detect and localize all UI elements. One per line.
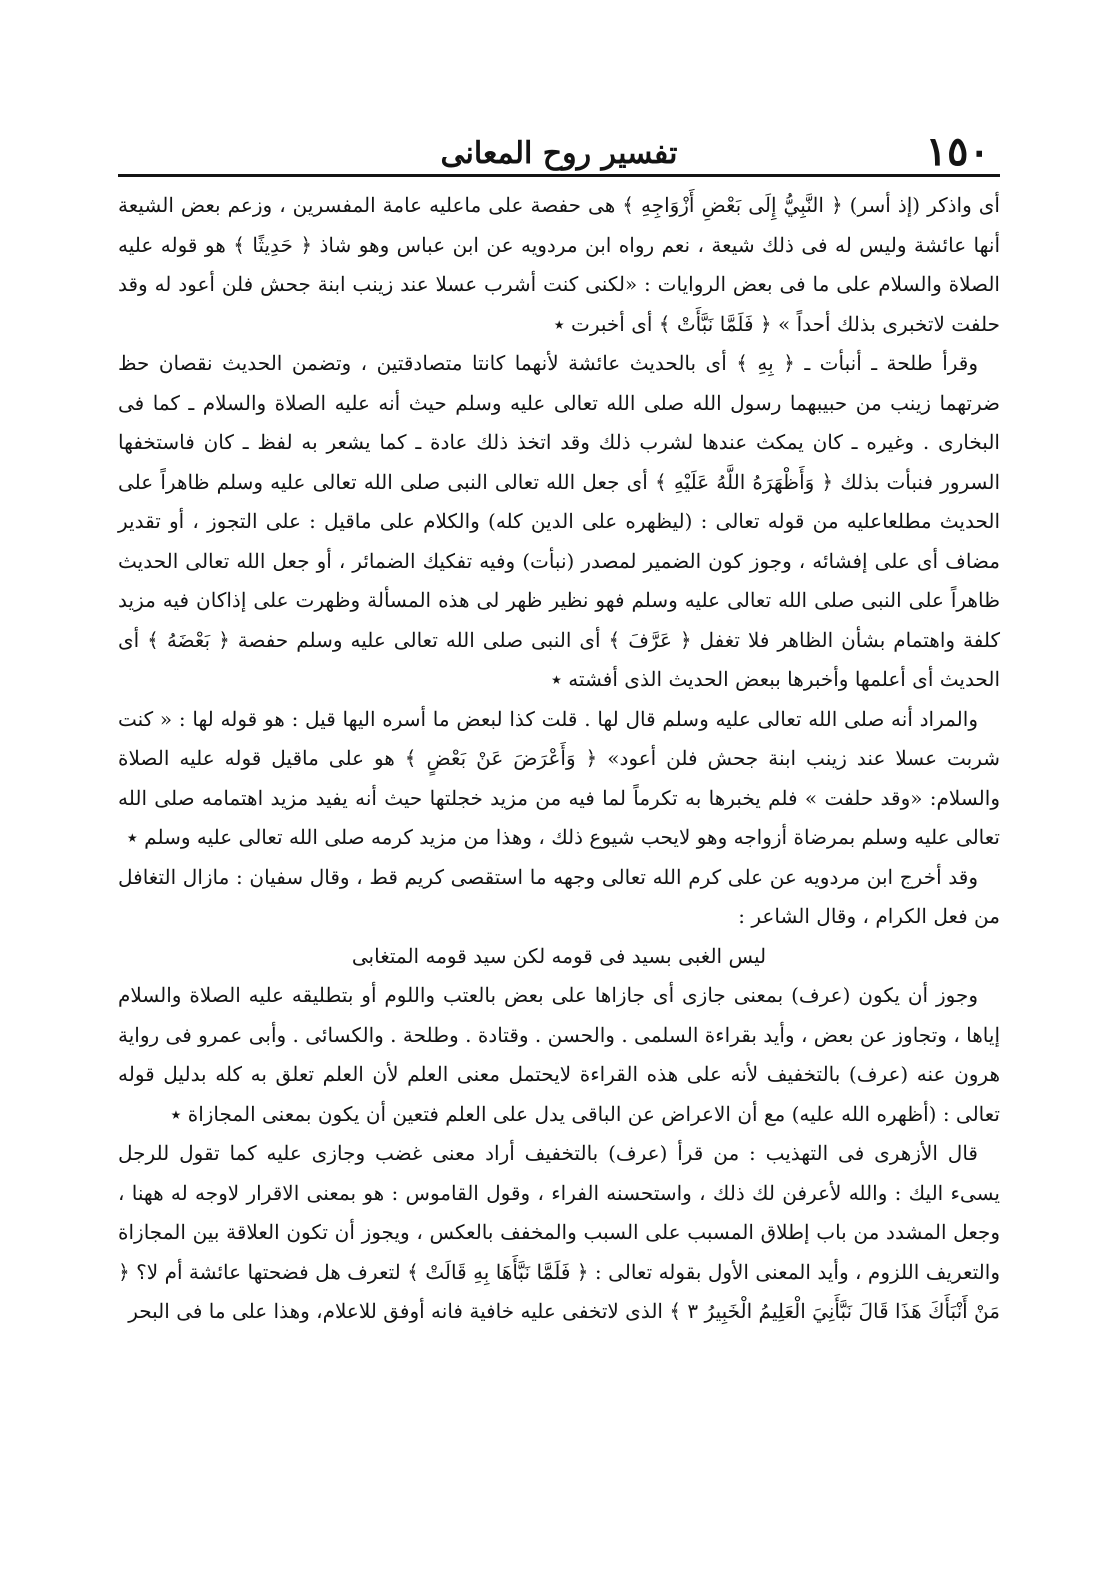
header-divider: [118, 174, 1000, 177]
paragraph: والمراد أنه صلى الله تعالى عليه وسلم قال لها . قلت كذا لبعض ما أسره اليها قيل : هو قوله لها : « كنت شربت عسلا عند زينب ابنة جحش فلن أعود» ﴿ وَأَعْرَضَ عَنْ بَعْضٍ ﴾ هو على ماقيل قوله عليه الصلاة والسلام: «وقد حلفت » فلم يخبرها به تكرماً لما فيه من مزيد خجلتها حيث أنه يفيد مزيد اهتمامه صلى الله تعالى عليه وسلم بمرضاة أزواجه وهو لايحب شيوع ذلك ، وهذا من مزيد كرمه صلى الله تعالى عليه وسلم ٭: [118, 706, 1000, 849]
paragraph: وقد أخرج ابن مردويه عن على كرم الله تعالى وجهه ما استقصى كريم قط ، وقال سفيان : مازال التغافل من فعل الكرام ، وقال الشاعر :: [118, 864, 1000, 928]
paragraph: قال الأزهرى فى التهذيب : من قرأ (عرف) بالتخفيف أراد معنى غضب وجازى عليه كما تقول للرجل يسىء اليك : والله لأعرفن لك ذلك ، واستحسنه الفراء ، وقول القاموس : هو بمعنى الاقرار لاوجه له ههنا ، وجعل المشدد من باب إطلاق المسبب على السبب والمخفف بالعكس ، ويجوز أن تكون العلاقة بين المجازاة والتعريف اللزوم ، وأيد المعنى الأول بقوله تعالى : ﴿ فَلَمَّا نَبَّأَهَا بِهِ قَالَتْ ﴾ لتعرف هل فضحتها عائشة أم لا؟ ﴿ مَنْ أَنْبَأَكَ هَذَا قَالَ نَبَّأَنِيَ الْعَلِيمُ الْخَبِيرُ ٣ ﴾ الذى لاتخفى عليه خافية فانه أوفق للاعلام، وهذا على ما فى البحر: [118, 1141, 1000, 1323]
paragraph: وقرأ طلحة ـ أنبأت ـ ﴿ بِهِ ﴾ أى بالحديث عائشة لأنهما كانتا متصادقتين ، وتضمن الحديث نقصان حظ ضرتهما زينب من حبيبهما رسول الله صلى الله تعالى عليه وسلم حيث أنه عليه الصلاة والسلام ـ كما فى البخارى . وغيره ـ كان يمكث عندها لشرب ذلك وقد اتخذ ذلك عادة ـ كما يشعر به لفظ ـ كان فاستخفها السرور فنبأت بذلك ﴿ وَأَظْهَرَهُ اللَّهُ عَلَيْهِ ﴾ أى جعل الله تعالى النبى صلى الله تعالى عليه وسلم ظاهراً على الحديث مطلعاعليه من قوله تعالى : (ليظهره على الدين كله) والكلام على ماقيل : على التجوز ، أو تقدير مضاف أى على إفشائه ، وجوز كون الضمير لمصدر (نبأت) وفيه تفكيك الضمائر ، أو جعل الله تعالى الحديث ظاهراً على النبى صلى الله تعالى عليه وسلم فهو نظير ظهر لى هذه المسألة وظهرت على إذاكان فيه مزيد كلفة واهتمام بشأن الظاهر فلا تغفل ﴿ عَرَّفَ ﴾ أى النبى صلى الله تعالى عليه وسلم حفصة ﴿ بَعْضَهُ ﴾ أى الحديث أى أعلمها وأخبرها ببعض الحديث الذى أفشته ٭: [118, 351, 1000, 691]
page-number: ١٥٠: [925, 128, 990, 175]
paragraph: أى واذكر (إذ أسر) ﴿ النَّبِيُّ إِلَى بَعْضِ أَزْوَاجِهِ ﴾ هى حفصة على ماعليه عامة المفسرين ، وزعم بعض الشيعة أنها عائشة وليس له فى ذلك شيعة ، نعم رواه ابن مردويه عن ابن عباس وهو شاذ ﴿ حَدِيثًا ﴾ هو قوله عليه الصلاة والسلام على ما فى بعض الروايات : «لكنى كنت أشرب عسلا عند زينب ابنة جحش فلن أعود له وقد حلفت لاتخبرى بذلك أحداً » ﴿ فَلَمَّا نَبَّأَتْ ﴾ أى أخبرت ٭: [118, 193, 1000, 336]
page-header: [118, 128, 1000, 176]
page-body: [118, 186, 1000, 1332]
poetry-verse: ليس الغبى بسيد فى قومه لكن سيد قومه المتغابى: [351, 943, 767, 968]
paragraph: وجوز أن يكون (عرف) بمعنى جازى أى جازاها على بعض بالعتب واللوم أو بتطليقه عليه الصلاة والسلام إياها ، وتجاوز عن بعض ، وأيد بقراءة السلمى . والحسن . وقتادة . وطلحة . والكسائى . وأبى عمرو فى رواية هرون عنه (عرف) بالتخفيف لأنه على هذه القراءة لايحتمل معنى العلم لأن العلم تعلق به كله بدليل قوله تعالى : (أظهره الله عليه) مع أن الاعراض عن الباقى يدل على العلم فتعين أن يكون بمعنى المجازاة ٭: [118, 983, 1000, 1126]
page-title: تفسير روح المعانى: [440, 136, 678, 171]
